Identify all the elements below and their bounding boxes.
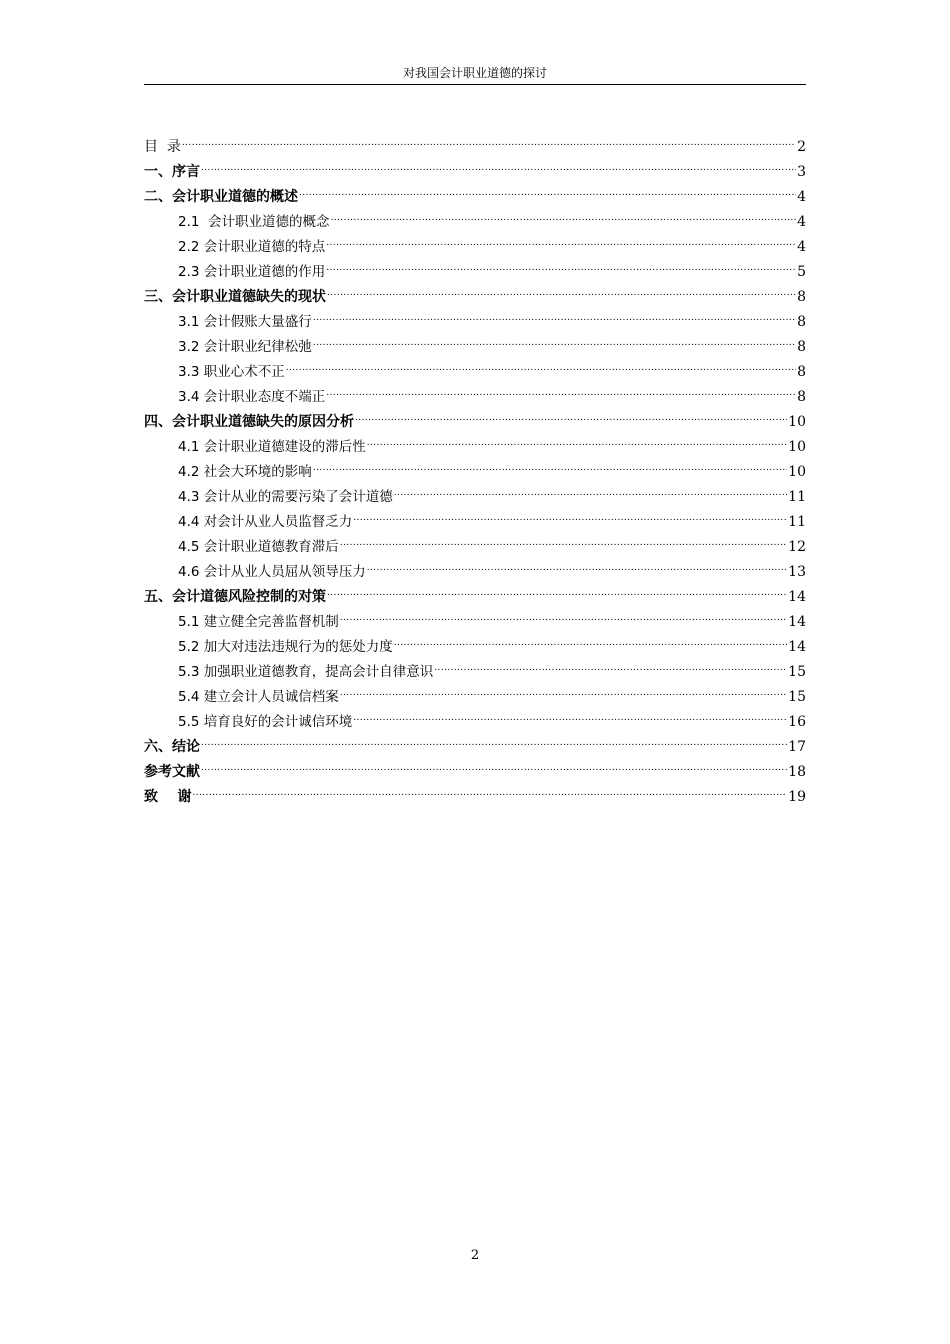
toc-dot-leader bbox=[193, 776, 788, 801]
toc-entry-chapter-6[interactable] bbox=[144, 726, 806, 755]
toc-entry-page: 10 bbox=[788, 439, 806, 455]
toc-entry-page: 15 bbox=[788, 664, 806, 680]
toc-dot-leader bbox=[394, 626, 787, 651]
toc-entry-page: 15 bbox=[788, 689, 806, 705]
toc-dot-leader bbox=[313, 451, 787, 476]
toc-entry-title: 5.1 建立健全完善监督机制 bbox=[178, 614, 339, 630]
toc-entry-page: 4 bbox=[797, 214, 806, 230]
toc-entry-page: 10 bbox=[788, 464, 806, 480]
toc-dot-leader bbox=[434, 651, 787, 676]
toc-entry-title: 4.4 对会计从业人员监督乏力 bbox=[178, 514, 353, 530]
toc-entry-title: 一、序言 bbox=[144, 164, 200, 180]
toc-entry-title: 六、结论 bbox=[144, 739, 200, 755]
toc-entry-title: 5.4 建立会计人员诚信档案 bbox=[178, 689, 339, 705]
toc-entry-page: 3 bbox=[797, 164, 806, 180]
toc-dot-leader bbox=[327, 276, 796, 301]
toc-dot-leader bbox=[340, 601, 787, 626]
toc-entry-page: 18 bbox=[788, 764, 806, 780]
toc-entry-title: 2.2 会计职业道德的特点 bbox=[178, 239, 326, 255]
toc-dot-leader bbox=[201, 751, 787, 776]
toc-entry-title: 3.1 会计假账大量盛行 bbox=[178, 314, 312, 330]
toc-entry-title: 4.6 会计从业人员屈从领导压力 bbox=[178, 564, 366, 580]
toc-entry-title: 4.5 会计职业道德教育滞后 bbox=[178, 539, 339, 555]
toc-entry-page: 8 bbox=[797, 314, 806, 330]
toc-entry-page: 8 bbox=[797, 339, 806, 355]
toc-entry-title: 4.2 社会大环境的影响 bbox=[178, 464, 312, 480]
table-of-contents bbox=[144, 126, 806, 805]
toc-dot-leader bbox=[367, 551, 787, 576]
toc-dot-leader bbox=[299, 176, 796, 201]
toc-dot-leader bbox=[201, 726, 787, 751]
toc-entry-page: 4 bbox=[797, 239, 806, 255]
toc-entry-page: 12 bbox=[788, 539, 806, 555]
toc-dot-leader bbox=[327, 576, 787, 601]
toc-dot-leader bbox=[313, 326, 796, 351]
toc-entry-references[interactable] bbox=[144, 751, 806, 780]
toc-dot-leader bbox=[353, 501, 787, 526]
toc-entry-title: 三、会计职业道德缺失的现状 bbox=[144, 289, 326, 305]
toc-entry-title: 3.3 职业心术不正 bbox=[178, 364, 285, 380]
toc-entry-title: 二、会计职业道德的概述 bbox=[144, 189, 298, 205]
toc-dot-leader bbox=[326, 226, 796, 251]
page-number: 2 bbox=[470, 1248, 480, 1263]
toc-entry-page: 5 bbox=[797, 264, 806, 280]
toc-dot-leader bbox=[326, 376, 796, 401]
toc-entry-chapter-2[interactable] bbox=[144, 176, 806, 205]
toc-entry-title: 5.3 加强职业道德教育，提高会计自律意识 bbox=[178, 664, 434, 680]
toc-entry-page: 8 bbox=[797, 389, 806, 405]
toc-entry-title: 五、会计道德风险控制的对策 bbox=[144, 589, 326, 605]
toc-entry-chapter-1[interactable] bbox=[144, 151, 806, 180]
toc-entry-page: 11 bbox=[788, 489, 806, 505]
toc-entry-acknowledgements[interactable] bbox=[144, 776, 806, 805]
toc-entry-contents[interactable] bbox=[144, 126, 806, 155]
toc-entry-title: 4.3 会计从业的需要污染了会计道德 bbox=[178, 489, 393, 505]
toc-entry-title: 5.2 加大对违法违规行为的惩处力度 bbox=[178, 639, 393, 655]
toc-dot-leader bbox=[326, 251, 796, 276]
toc-entry-page: 10 bbox=[788, 414, 806, 430]
toc-entry-title: 参考文献 bbox=[144, 764, 200, 780]
toc-entry-page: 8 bbox=[797, 364, 806, 380]
toc-entry-title: 4.1 会计职业道德建设的滞后性 bbox=[178, 439, 366, 455]
toc-entry-page: 2 bbox=[797, 139, 806, 155]
toc-dot-leader bbox=[201, 151, 796, 176]
toc-entry-title: 3.4 会计职业态度不端正 bbox=[178, 389, 326, 405]
toc-entry-title: 2.3 会计职业道德的作用 bbox=[178, 264, 326, 280]
header-title: 对我国会计职业道德的探讨 bbox=[402, 66, 547, 80]
toc-entry-page: 16 bbox=[788, 714, 806, 730]
toc-dot-leader bbox=[367, 426, 787, 451]
toc-entry-page: 4 bbox=[797, 189, 806, 205]
toc-dot-leader bbox=[182, 126, 796, 151]
toc-entry-page: 14 bbox=[788, 589, 806, 605]
toc-entry-title: 2.1 会计职业道德的概念 bbox=[178, 214, 330, 230]
toc-dot-leader bbox=[353, 701, 787, 726]
toc-entry-page: 8 bbox=[797, 289, 806, 305]
toc-dot-leader bbox=[313, 301, 796, 326]
toc-dot-leader bbox=[286, 351, 796, 376]
toc-entry-page: 17 bbox=[788, 739, 806, 755]
toc-entry-page: 13 bbox=[788, 564, 806, 580]
toc-entry-title: 目 录 bbox=[144, 139, 181, 155]
toc-entry-page: 14 bbox=[788, 614, 806, 630]
toc-entry-page: 14 bbox=[788, 639, 806, 655]
toc-entry-page: 11 bbox=[788, 514, 806, 530]
toc-entry-title: 致 谢 bbox=[144, 789, 192, 805]
toc-dot-leader bbox=[340, 526, 787, 551]
toc-dot-leader bbox=[394, 476, 787, 501]
toc-entry-page: 19 bbox=[788, 789, 806, 805]
toc-dot-leader bbox=[331, 201, 797, 226]
toc-entry-title: 5.5 培育良好的会计诚信环境 bbox=[178, 714, 353, 730]
toc-dot-leader bbox=[355, 401, 787, 426]
page-header bbox=[144, 64, 806, 85]
toc-entry-title: 四、会计职业道德缺失的原因分析 bbox=[144, 414, 354, 430]
toc-entry-title: 3.2 会计职业纪律松弛 bbox=[178, 339, 312, 355]
toc-dot-leader bbox=[340, 676, 787, 701]
